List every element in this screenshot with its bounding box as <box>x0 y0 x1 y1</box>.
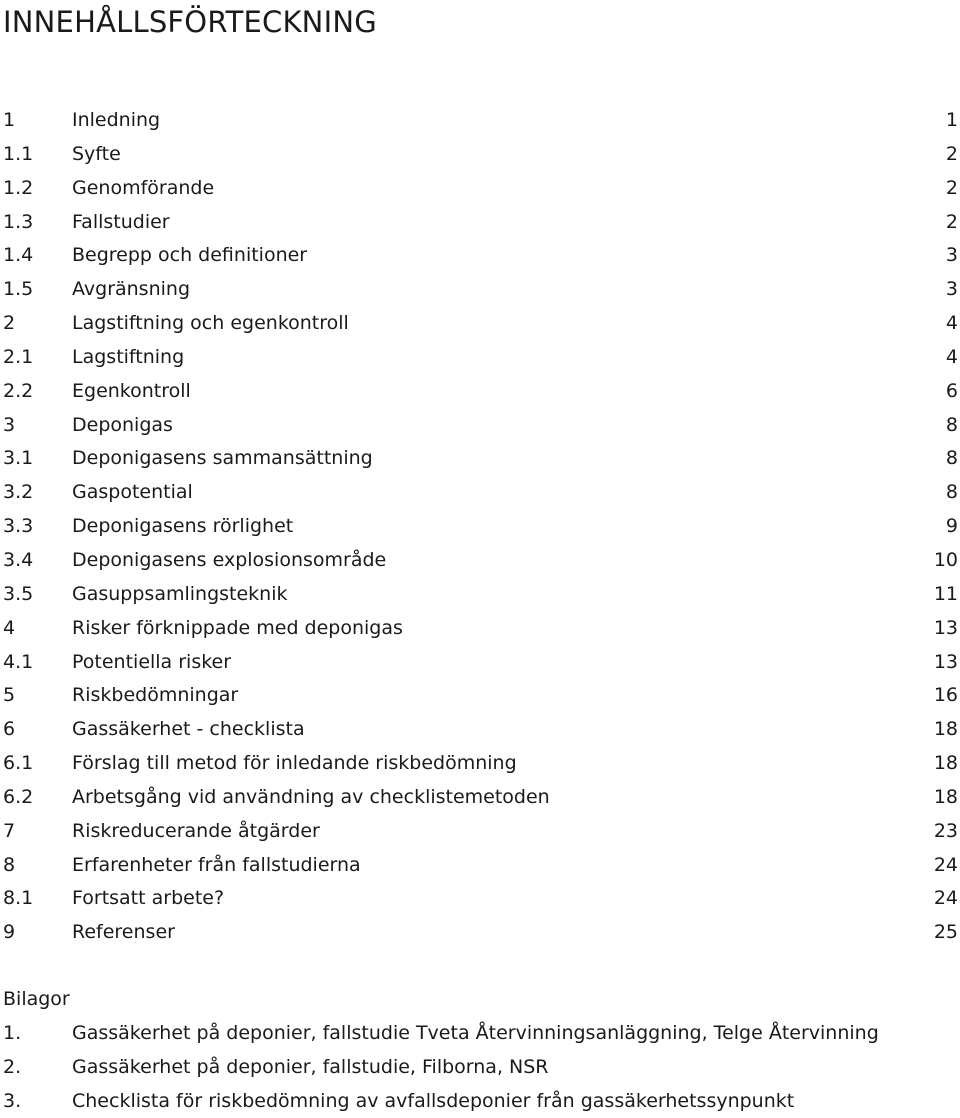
appendix-entry[interactable] <box>0 1017 960 1051</box>
toc-entry-page: 18 <box>933 718 958 741</box>
toc-entry-number: 8 <box>3 853 16 876</box>
toc-entry-number: 2.2 <box>3 379 34 402</box>
table-of-contents <box>0 104 960 950</box>
toc-entry[interactable] <box>0 239 960 273</box>
toc-entry-title: Deponigasens sammansättning <box>72 447 373 470</box>
toc-entry-title: Gassäkerhet - checklista <box>72 718 305 741</box>
toc-entry-page: 10 <box>933 548 958 571</box>
toc-entry-title: Begrepp och definitioner <box>72 244 308 267</box>
appendix-entry-title: Gassäkerhet på deponier, fallstudie Tveta Återvinningsanläggning, Telge Återvinning <box>72 1022 879 1044</box>
toc-entry-page: 3 <box>945 278 958 301</box>
toc-entry[interactable] <box>0 882 960 916</box>
toc-entry[interactable] <box>0 476 960 510</box>
toc-entry-number: 2.1 <box>3 345 34 368</box>
toc-entry-page: 18 <box>933 752 958 775</box>
appendix-entry-number: 1. <box>3 1022 22 1044</box>
toc-entry-title: Genomförande <box>72 176 215 199</box>
toc-entry[interactable] <box>0 375 960 409</box>
toc-entry-page: 4 <box>945 312 958 335</box>
toc-entry-number: 3 <box>3 413 16 436</box>
toc-entry-page: 6 <box>945 379 958 402</box>
appendix-list <box>0 1017 960 1118</box>
toc-entry[interactable] <box>0 409 960 443</box>
toc-entry[interactable] <box>0 849 960 883</box>
toc-entry[interactable] <box>0 442 960 476</box>
toc-entry-number: 3.1 <box>3 447 34 470</box>
toc-entry-number: 2 <box>3 312 16 335</box>
toc-entry-page: 9 <box>945 515 958 538</box>
toc-entry[interactable] <box>0 646 960 680</box>
toc-entry-number: 6.1 <box>3 752 34 775</box>
toc-entry-page: 18 <box>933 785 958 808</box>
toc-entry-title: Fallstudier <box>72 210 170 233</box>
toc-entry-title: Risker förknippade med deponigas <box>72 616 403 639</box>
toc-entry-number: 5 <box>3 684 16 707</box>
toc-entry[interactable] <box>0 612 960 646</box>
toc-entry-title: Riskbedömningar <box>72 684 239 707</box>
toc-entry-title: Förslag till metod för inledande riskbedömning <box>72 752 517 775</box>
toc-entry[interactable] <box>0 781 960 815</box>
toc-entry[interactable] <box>0 713 960 747</box>
toc-entry-title: Fortsatt arbete? <box>72 887 225 910</box>
toc-entry[interactable] <box>0 544 960 578</box>
toc-entry-page: 24 <box>933 887 958 910</box>
toc-entry[interactable] <box>0 206 960 240</box>
toc-entry-page: 2 <box>945 210 958 233</box>
toc-entry-number: 8.1 <box>3 887 34 910</box>
toc-entry-title: Syfte <box>72 142 121 165</box>
toc-entry-number: 1.2 <box>3 176 34 199</box>
toc-entry-title: Lagstiftning <box>72 345 185 368</box>
toc-entry-page: 1 <box>945 109 958 131</box>
appendix-entry-title: Gassäkerhet på deponier, fallstudie, Filborna, NSR <box>72 1055 549 1078</box>
toc-entry[interactable] <box>0 747 960 781</box>
appendix-entry[interactable] <box>0 1051 960 1085</box>
toc-entry-page: 25 <box>933 921 958 944</box>
toc-entry-title: Deponigasens rörlighet <box>72 515 294 538</box>
toc-entry-number: 4.1 <box>3 650 34 673</box>
appendix-heading: Bilagor <box>3 988 70 1010</box>
toc-entry[interactable] <box>0 510 960 544</box>
toc-entry[interactable] <box>0 104 960 138</box>
toc-entry-title: Egenkontroll <box>72 379 191 402</box>
toc-entry-page: 3 <box>945 244 958 267</box>
toc-entry-number: 4 <box>3 616 16 639</box>
toc-entry-number: 3.5 <box>3 582 34 605</box>
toc-entry-title: Deponigasens explosionsområde <box>72 548 387 571</box>
appendix-entry[interactable] <box>0 1085 960 1118</box>
toc-entry-page: 13 <box>933 616 958 639</box>
toc-entry-page: 23 <box>933 819 958 842</box>
toc-entry[interactable] <box>0 815 960 849</box>
toc-entry-number: 6.2 <box>3 785 34 808</box>
toc-entry-number: 6 <box>3 718 16 741</box>
appendix-entry-number: 2. <box>3 1055 22 1078</box>
toc-entry-number: 3.4 <box>3 548 34 571</box>
toc-entry-page: 2 <box>945 142 958 165</box>
toc-entry-title: Referenser <box>72 921 175 944</box>
toc-entry-title: Lagstiftning och egenkontroll <box>72 312 349 335</box>
appendix-entry-number: 3. <box>3 1089 22 1112</box>
appendix-entry-title: Checklista för riskbedömning av avfallsdeponier från gassäkerhetssynpunkt <box>72 1089 795 1112</box>
toc-entry[interactable] <box>0 916 960 950</box>
toc-entry-title: Deponigas <box>72 413 173 436</box>
toc-entry-number: 9 <box>3 921 16 944</box>
toc-entry[interactable] <box>0 679 960 713</box>
toc-entry[interactable] <box>0 307 960 341</box>
toc-entry-title: Arbetsgång vid användning av checklistemetoden <box>72 785 550 808</box>
toc-entry-title: Gasuppsamlingsteknik <box>72 582 288 605</box>
toc-entry-page: 8 <box>945 447 958 470</box>
toc-entry[interactable] <box>0 341 960 375</box>
toc-entry-page: 4 <box>945 345 958 368</box>
toc-entry-page: 13 <box>933 650 958 673</box>
toc-entry[interactable] <box>0 138 960 172</box>
toc-entry-page: 16 <box>933 684 958 707</box>
toc-entry[interactable] <box>0 273 960 307</box>
toc-entry-title: Potentiella risker <box>72 650 232 673</box>
toc-entry-number: 1.3 <box>3 210 34 233</box>
toc-entry[interactable] <box>0 578 960 612</box>
toc-entry[interactable] <box>0 172 960 206</box>
toc-entry-title: Gaspotential <box>72 481 193 504</box>
toc-entry-number: 3.2 <box>3 481 34 504</box>
toc-entry-title: Riskreducerande åtgärder <box>72 819 320 842</box>
toc-entry-number: 1.4 <box>3 244 34 267</box>
toc-entry-number: 1.5 <box>3 278 34 301</box>
toc-entry-page: 2 <box>945 176 958 199</box>
toc-entry-number: 7 <box>3 819 16 842</box>
toc-entry-number: 3.3 <box>3 515 34 538</box>
toc-entry-title: Avgränsning <box>72 278 191 301</box>
toc-entry-page: 8 <box>945 481 958 504</box>
toc-entry-title: Inledning <box>72 109 161 131</box>
page-title: INNEHÅLLSFÖRTECKNING <box>3 5 377 39</box>
toc-entry-number: 1 <box>3 109 16 131</box>
toc-entry-page: 11 <box>933 582 958 605</box>
toc-entry-page: 24 <box>933 853 958 876</box>
toc-entry-page: 8 <box>945 413 958 436</box>
toc-entry-number: 1.1 <box>3 142 34 165</box>
toc-entry-title: Erfarenheter från fallstudierna <box>72 853 361 876</box>
